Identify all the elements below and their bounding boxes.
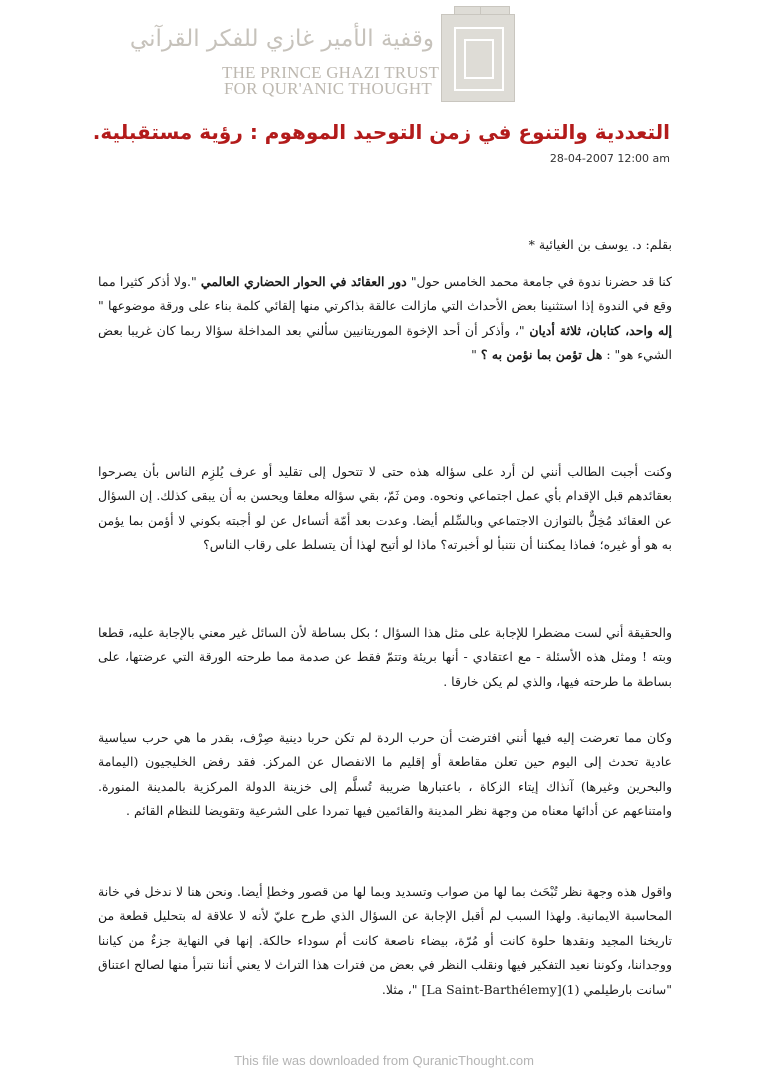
paragraph-2: وكنت أجبت الطالب أنني لن أرد على سؤاله هذه حتى لا تتحول إلى تقليد أو عرف يُلزِم الناس بأن يصرحوا بعقائدهم قبل الإقدام بأي عمل اجتماعي ونحوه. ومن ثَمّ، بقي سؤاله معلقا ويحسن به أن يبقى كذلك. إن السؤال عن العقائد مُخِلٌّ بالتوازن الاجتماعي وبالسِّلم أيضا. وعدت بعد أمّة أتساءل عن لو أجبته بكوني لا أؤمن بما يؤمن به هو أو غيره؛ فماذا يمكننا أن نتنبأ لو أخبرته؟ ماذا لو أتيح لهذا أن يتسلط على رقاب الناس؟ — [98, 464, 672, 553]
paragraph-5: واقول هذه وجهة نظر تُبْحَث بما لها من صواب وتسديد وبما لها من قصور وخطإ أيضا. ونحن هنا لا ندخل في خانة المحاسبة الايمانية. ولهذا السبب لم أقبل الإجابة عن السؤال الذي طرح عليّ لأنه لا علاقة له بتحليل قطعة من تاريخنا المجيد ونقدها حلوة كانت أو مُرّة، بيضاء ناصعة كانت أم سوداء حالكة. إنها في النهاية جزءٌ من كياننا ووجداننا، وكوننا نعيد التفكير فيها ونقلب النظر في بعض من فترات هذا التراث لا يعني أننا نتبرأ منها لصالح اعتناق "سانت بارطيلمي (1)[La Saint-Barthélemy] "، مثلا. — [98, 884, 672, 997]
p1-bold-2: إله واحد، كتابان، ثلاثة أديان — [529, 322, 672, 338]
p1-bold-3: هل تؤمن بما نؤمن به ؟ — [480, 347, 603, 363]
trust-name-arabic: وقفية الأمير غازي للفكر القرآني — [129, 26, 434, 52]
p1-text-2: ".ولا أذكر كثيرا مما وقع في الندوة إذا استثنينا بعض الأحداث التي مازالت عالقة بذاكرتي منها إلقائي كلمة بناء على ورقة موضوعها " — [98, 274, 672, 314]
trust-logo-icon — [441, 14, 515, 102]
p1-text-1: كنا قد حضرنا ندوة في جامعة محمد الخامس حول" — [410, 274, 672, 289]
article-date: 28-04-2007 12:00 am — [549, 152, 670, 165]
article-byline: بقلم: د. يوسف بن الغيائية * — [528, 237, 672, 252]
p1-text-3: "، وأذكر أن أحد الإخوة الموريتانيين سألني بعد المداخلة سؤالا ربما كان غريبا بعض الشيء هو" : — [98, 322, 672, 363]
paragraph-4: وكان مما تعرضت إليه فيها أنني افترضت أن حرب الردة لم تكن حربا دينية صِرْف، بقدر ما هي حرب سياسية عادية تحدث إلى اليوم حين تعلن مقاطعة أو إقليم ما الانفصال عن المركز. فقد رفض الخليجيون (اليمامة والبحرين وغيرها) آنذاك إيتاء الزكاة ، باعتبارها ضريبة تُسلَّم إلى خزينة الدولة المركزية بالمدينة المنورة. وامتناعهم عن أدائها معناه من وجهة نظر المدينة والقائمين فيها تمردا على الشرعية وتقويضا للنظام القائم . — [98, 730, 672, 819]
download-footer: This file was downloaded from QuranicThought.com — [234, 1053, 534, 1068]
p1-text-4: " — [471, 347, 477, 363]
p1-bold-1: دور العقائد في الحوار الحضاري العالمي — [200, 274, 407, 289]
article-title: التعددية والتنوع في زمن التوحيد الموهوم : رؤية مستقبلية. — [92, 120, 670, 144]
paragraph-1 — [98, 270, 672, 368]
page-header — [0, 0, 768, 110]
trust-name-english-line2: FOR QUR'ANIC THOUGHT — [224, 79, 432, 98]
trust-name-english-line1: THE PRINCE GHAZI TRUST — [222, 63, 440, 82]
paragraph-3: والحقيقة أني لست مضطرا للإجابة على مثل هذا السؤال ؛ بكل بساطة لأن السائل غير معني بالإجابة عليه، قطعا وبته ! ومثل هذه الأسئلة - مع اعتقادي - أنها بريئة وتتمّ فقط عن صدمة مما طرحته الورقة التي عرضتها، على بساطة ما طرحته فيها، والذي لم يكن خارقا . — [98, 625, 672, 689]
